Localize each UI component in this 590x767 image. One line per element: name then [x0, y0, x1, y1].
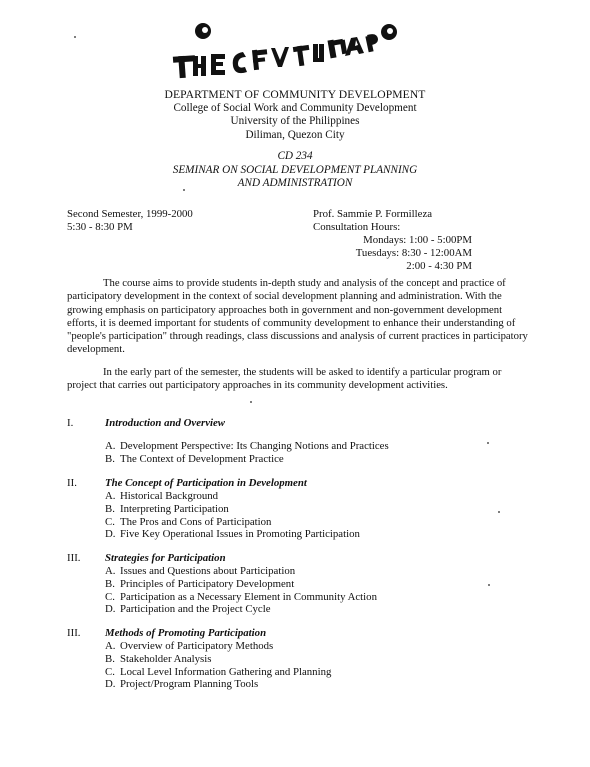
list-item: D. Participation and the Project Cycle [105, 603, 271, 616]
course-title-line1: SEMINAR ON SOCIAL DEVELOPMENT PLANNING [172, 163, 418, 176]
section-numeral: III. [67, 552, 81, 564]
list-item: B. Interpreting Participation [105, 502, 229, 515]
list-item: A. Development Perspective: Its Changing Notions and Practices [105, 440, 389, 452]
list-item: D. Five Key Operational Issues in Promoting Participation [105, 528, 360, 541]
library-stamp [165, 18, 410, 88]
assignment-paragraph [67, 366, 529, 393]
schedule-block [67, 208, 193, 234]
scan-speck [183, 189, 185, 191]
section-numeral: I. [67, 417, 74, 429]
section-title: Strategies for Participation [105, 552, 226, 564]
course-title-line2: AND ADMINISTRATION [237, 177, 353, 189]
course-description-text: The course aims to provide students in-depth study and analysis of the concept and practice of participatory development in the context of social development planning and administration. With the growing emphasis on participatory approaches both in government and non-government development efforts, it is deemed important for students of community development to enhance their understanding of "people's participation" through readings, class discussions and analysis of current practices in participatory development. [67, 277, 528, 356]
document-header [0, 88, 590, 142]
scan-speck [488, 584, 490, 586]
list-item: C. Local Level Information Gathering and Planning [105, 665, 332, 678]
class-time: 5:30 - 8:30 PM [67, 221, 133, 233]
outline-section-2 [67, 476, 537, 541]
department-name: DEPARTMENT OF COMMUNITY DEVELOPMENT [164, 88, 426, 101]
outline-section-3 [67, 551, 537, 616]
section-numeral: II. [67, 477, 77, 489]
list-item: B. Principles of Participatory Development [105, 577, 295, 590]
course-heading [0, 150, 590, 191]
semester: Second Semester, 1999-2000 [67, 208, 193, 220]
location: Diliman, Quezon City [245, 128, 345, 141]
outline-section-4 [67, 626, 537, 691]
list-item: A. Issues and Questions about Participation [105, 565, 296, 577]
scan-speck [74, 36, 76, 38]
consultation-hours-tuesday: Tuesdays: 8:30 - 12:00AM [355, 247, 472, 259]
instructor-name: Prof. Sammie P. Formilleza [313, 208, 433, 220]
section-numeral: III. [67, 627, 81, 639]
section-title: The Concept of Participation in Development [105, 477, 307, 489]
list-item: A. Historical Background [105, 490, 219, 502]
list-item: D. Project/Program Planning Tools [105, 678, 259, 691]
list-item: C. The Pros and Cons of Participation [105, 515, 272, 528]
college-name: College of Social Work and Community Development [173, 101, 417, 114]
scan-speck [487, 442, 489, 444]
course-description-paragraph [67, 277, 529, 357]
list-item: B. Stakeholder Analysis [105, 652, 212, 665]
section-title: Introduction and Overview [105, 417, 225, 429]
university-name: University of the Philippines [230, 115, 360, 127]
scan-speck [250, 401, 252, 403]
list-item: A. Overview of Participatory Methods [105, 640, 274, 652]
instructor-block [313, 208, 472, 273]
assignment-text: In the early part of the semester, the students will be asked to identify a particular program or project that carries out participatory approaches in its community development activities. [67, 366, 502, 392]
consultation-hours-monday: Mondays: 1:00 - 5:00PM [363, 234, 472, 246]
section-title: Methods of Promoting Participation [105, 627, 267, 639]
outline-section-1 [67, 416, 537, 466]
course-code: CD 234 [277, 150, 313, 162]
list-item: B. The Context of Development Practice [105, 452, 284, 465]
list-item: C. Participation as a Necessary Element in Community Action [105, 590, 377, 603]
consultation-hours-tuesday-afternoon: 2:00 - 4:30 PM [406, 260, 472, 272]
consultation-label: Consultation Hours: [313, 221, 401, 233]
scan-speck [498, 511, 500, 513]
